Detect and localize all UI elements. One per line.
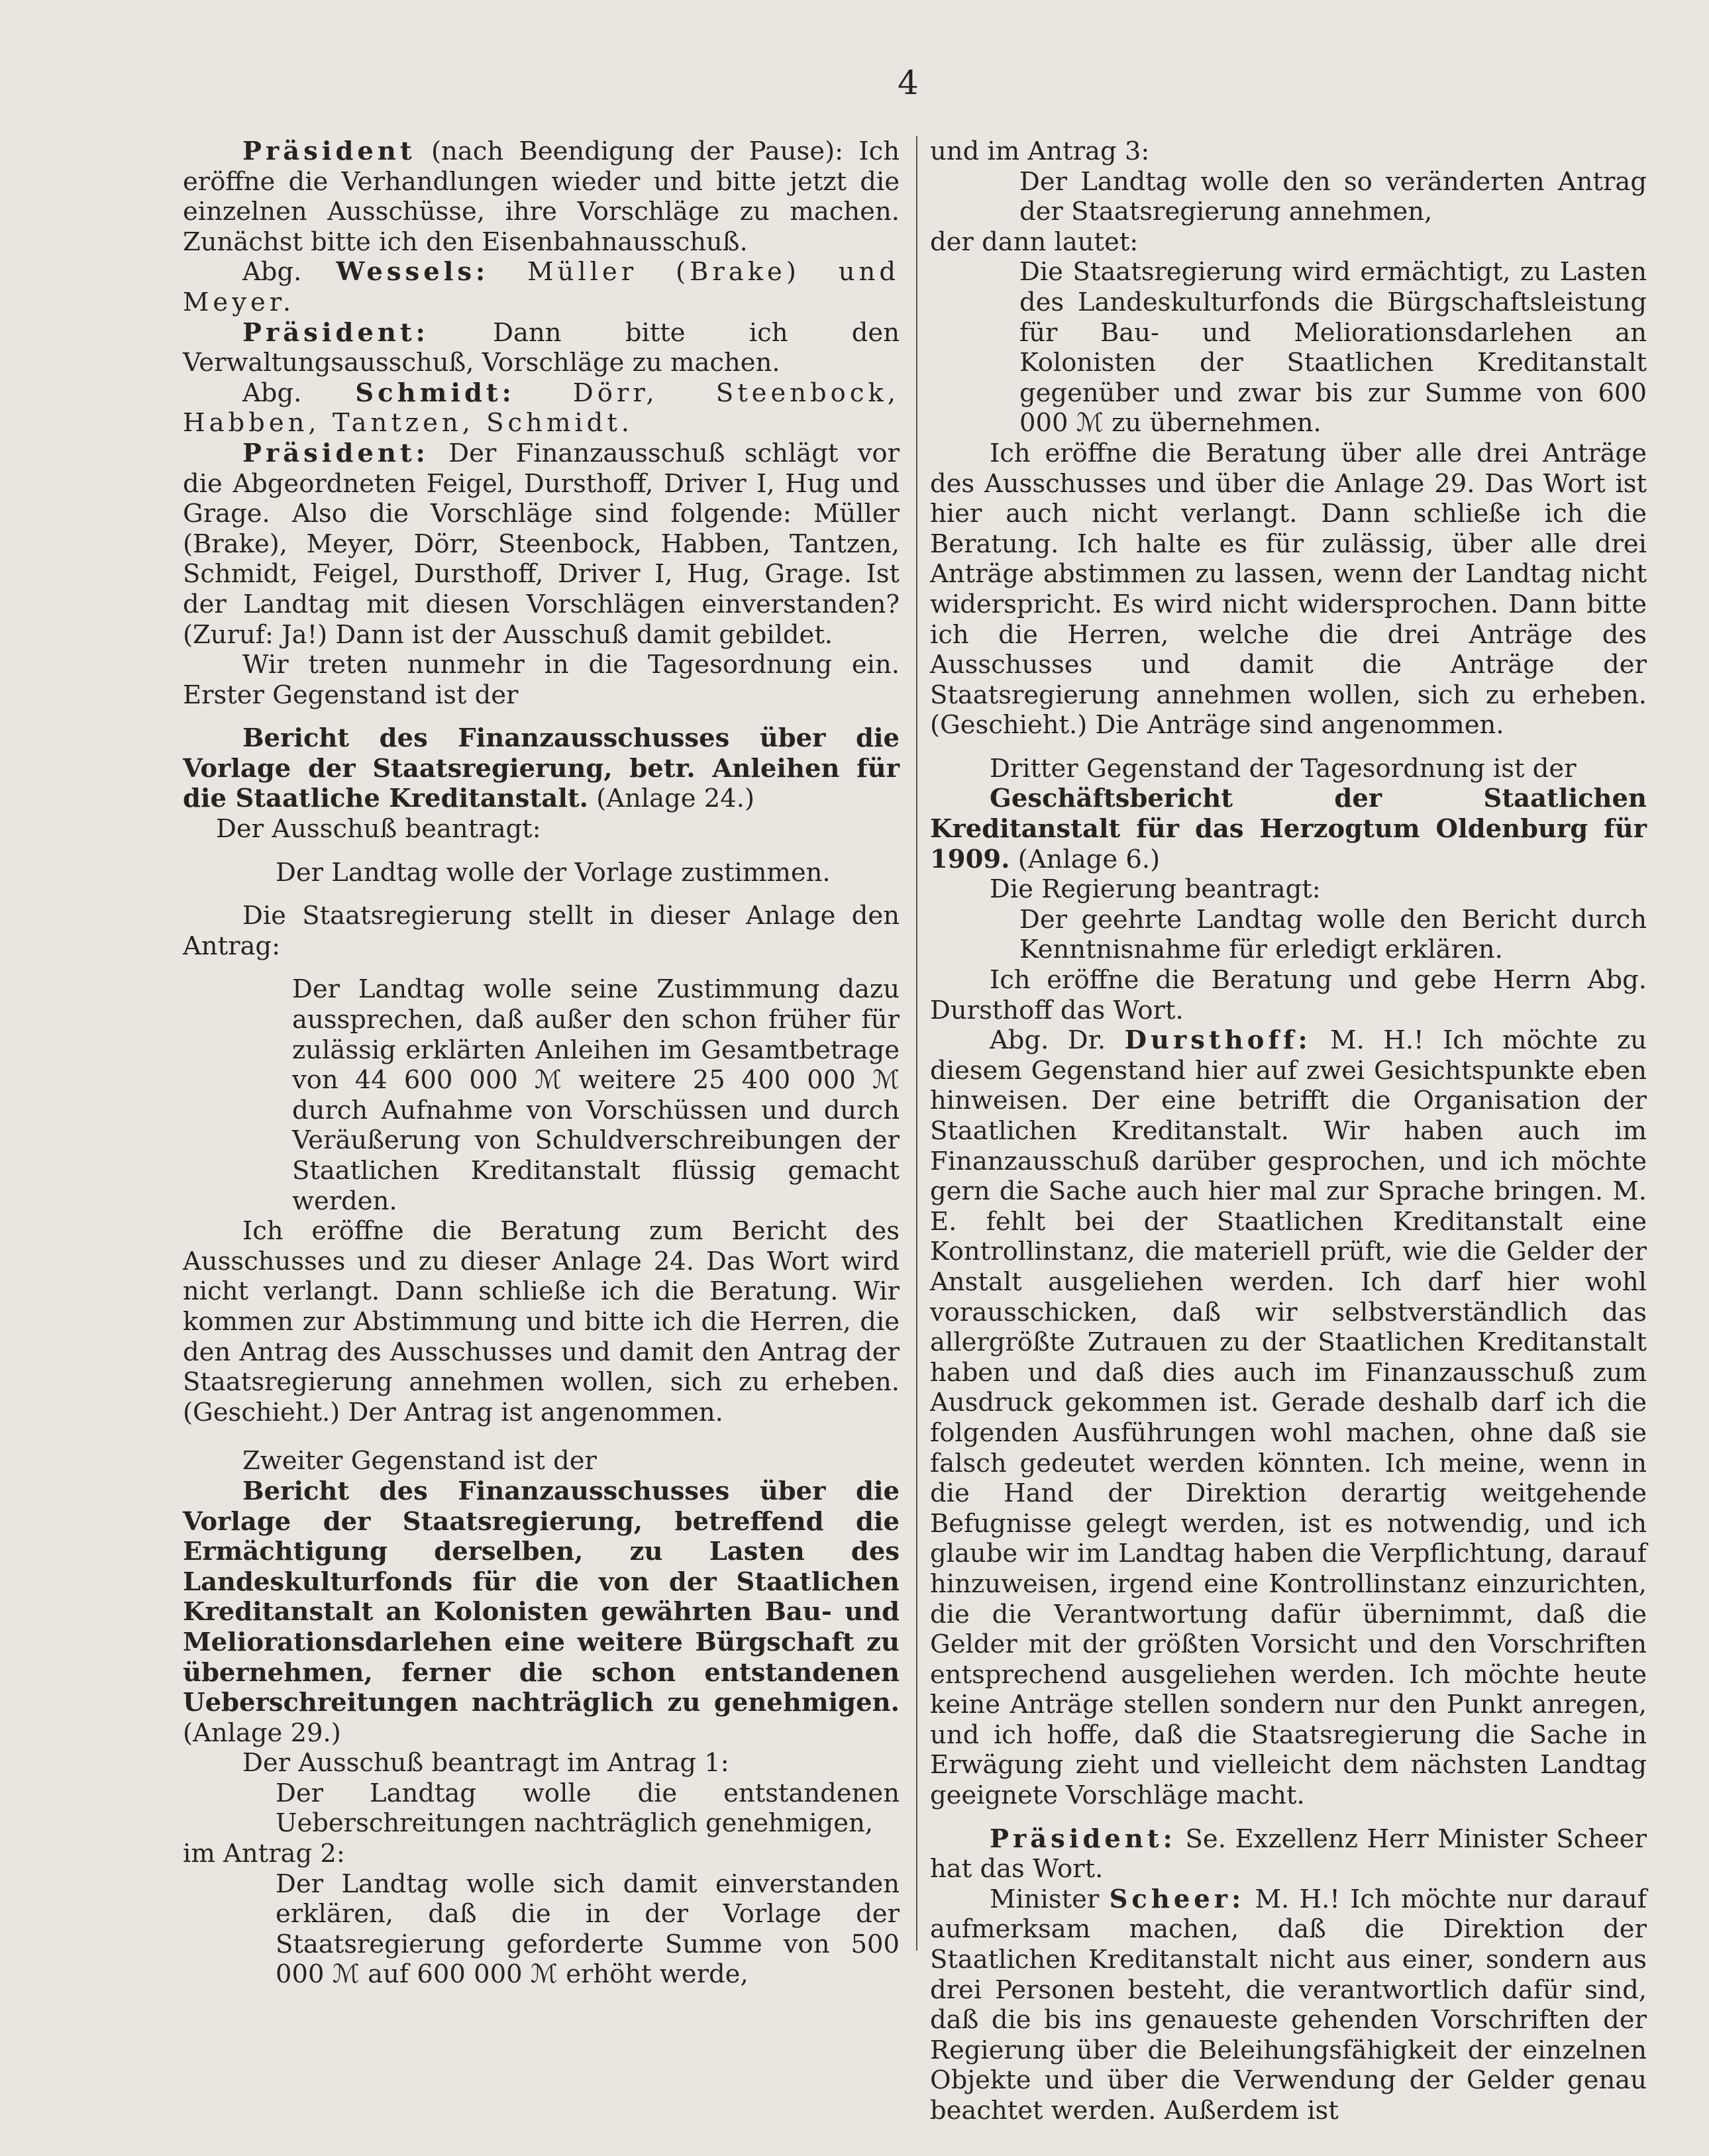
motion-text: Die Staatsregierung wird ermächtigt, zu Lasten des Landeskulturfonds die Bürgschaftsleistung für Bau- und Meliorationsdarlehen an Kolonisten der Staatlichen Kreditanstalt gegenüber und zwar bis zur Summe von 600 000 ℳ zu übernehmen. xyxy=(1019,257,1647,438)
paragraph: Ich eröffne die Beratung und gebe Herrn Abg. Dursthoff das Wort. xyxy=(930,965,1647,1025)
paragraph: Abg. Wessels: Müller (Brake) und Meyer. xyxy=(183,257,900,317)
paragraph: Präsident: Se. Exzellenz Herr Minister Scheer hat das Wort. xyxy=(930,1823,1647,1884)
speaker-name: Schmidt: xyxy=(355,378,515,408)
paragraph: und im Antrag 3: xyxy=(930,136,1150,166)
speaker-name: Präsident: xyxy=(990,1823,1176,1854)
paragraph: Präsident: Der Finanzausschuß schlägt vor die Abgeordneten Feigel, Dursthoff, Driver I, Hug und Grage. Also die Vorschläge sind folgende: Müller (Brake), Meyer, Dörr, Steenbock, Habben, Tantzen, Schmidt, Feigel, Dursthoff, Driver I, Hug, Grage. Ist der Landtag mit diesen Vorschlägen einverstanden? (Zuruf: Ja!) Dann ist der Ausschuß damit gebildet. xyxy=(183,438,900,650)
motion-text: Der geehrte Landtag wolle den Bericht durch Kenntnisnahme für erledigt erklären. xyxy=(1019,904,1647,965)
paragraph: Präsident (nach Beendigung der Pause): Ich eröffne die Verhandlungen wieder und bitte jetzt die einzelnen Ausschüsse, ihre Vorschläge zu machen. Zunächst bitte ich den Eisenbahnausschuß. xyxy=(183,136,900,257)
paragraph: Die Regierung beantragt: xyxy=(990,874,1321,905)
paragraph: Abg. Dr. Dursthoff: M. H.! Ich möchte zu diesem Gegenstand hier auf zwei Gesichtspunkte eben hinweisen. Der eine betrifft die Organisation der Staatlichen Kreditanstalt. Wir haben auch im Finanzausschuß darüber gesprochen, und ich möchte gern die Sache auch hier mal zur Sprache bringen. M. E. fehlt bei der Staatlichen Kreditanstalt eine Kontrollinstanz, die materiell prüft, wie die Gelder der Anstalt ausgeliehen werden. Ich darf hier wohl vorausschicken, daß wir selbstverständlich das allergrößte Zutrauen zu der Staatlichen Kreditanstalt haben und daß dies auch im Finanzausschuß zum Ausdruck gekommen ist. Gerade deshalb darf ich die folgenden Ausführungen wohl machen, ohne daß sie falsch gedeutet werden könnten. Ich meine, wenn in die Hand der Direktion derartig weitgehende Befugnisse gelegt werden, ist es notwendig, und ich glaube wir im Landtag haben die Verpflichtung, darauf hinzuweisen, irgend eine Kontrollinstanz einzurichten, die die Verantwortung dafür übernimmt, daß die Gelder mit der größten Vorsicht und den Vorschriften entsprechend ausgeliehen werden. Ich möchte heute keine Anträge stellen sondern nur den Punkt anregen, und ich hoffe, daß die Staatsregierung die Sache in Erwägung zieht und vielleicht dem nächsten Landtag geeignete Vorschläge macht. xyxy=(930,1025,1647,1811)
paragraph: Wir treten nunmehr in die Tagesordnung ein. Erster Gegenstand ist der xyxy=(183,650,900,710)
paragraph: der dann lautet: xyxy=(930,227,1139,257)
motion-text: Der Landtag wolle den so veränderten Antrag der Staatsregierung annehmen, xyxy=(1019,166,1647,227)
column-divider xyxy=(916,136,917,1951)
paragraph: Zweiter Gegenstand ist der xyxy=(242,1446,597,1476)
motion-text: Der Landtag wolle sich damit einverstanden erklären, daß die in der Vorlage der Staatsregierung geforderte Summe von 500 000 ℳ auf 600 000 ℳ erhöht werde, xyxy=(276,1869,900,1990)
paragraph: Präsident: Dann bitte ich den Verwaltungsausschuß, Vorschläge zu machen. xyxy=(183,317,900,378)
speaker-name: Scheer: xyxy=(1109,1884,1245,1914)
speaker-name: Präsident: xyxy=(242,317,429,348)
paragraph: Minister Scheer: M. H.! Ich möchte nur darauf aufmerksam machen, daß die Direktion der Staatlichen Kreditanstalt nicht aus einer, sondern aus drei Personen besteht, die verantwortlich dafür sind, daß die bis ins genaueste gehenden Vorschriften der Regierung über die Beleihungsfähigkeit der einzelnen Objekte und über die Verwendung der Gelder genau beachtet werden. Außerdem ist xyxy=(930,1884,1647,2126)
paragraph: Der Ausschuß beantragt im Antrag 1: xyxy=(242,1748,729,1778)
paragraph: Ich eröffne die Beratung über alle drei Anträge des Ausschusses und über die Anlage 29. Das Wort ist hier auch nicht verlangt. Dann schließe ich die Beratung. Ich halte es für zulässig, über alle drei Anträge abstimmen zu lassen, wenn der Landtag nicht widerspricht. Es wird nicht widersprochen. Dann bitte ich die Herren, welche die drei Anträge des Ausschusses und damit die Anträge der Staatsregierung annehmen wollen, sich zu erheben. (Geschieht.) Die Anträge sind angenommen. xyxy=(930,438,1647,741)
paragraph: Die Staatsregierung stellt in dieser Anlage den Antrag: xyxy=(183,901,900,961)
speaker-name: Wessels: xyxy=(336,257,490,287)
left-column xyxy=(183,136,900,1990)
paragraph: Der Ausschuß beantragt: xyxy=(216,814,541,845)
paragraph: Dritter Gegenstand der Tagesordnung ist der xyxy=(990,753,1577,784)
speaker-name: Präsident: xyxy=(242,438,429,468)
agenda-item-title: Geschäftsbericht der Staatlichen Kreditanstalt für das Herzogtum Oldenburg für 1909. (Anlage 6.) xyxy=(930,784,1647,874)
agenda-item-title: Bericht des Finanzausschusses über die Vorlage der Staatsregierung, betr. Anleihen für die Staatliche Kreditanstalt. (Anlage 24.) xyxy=(183,723,900,814)
paragraph: im Antrag 2: xyxy=(183,1839,345,1869)
speaker-name: Präsident xyxy=(242,136,416,166)
paragraph: Ich eröffne die Beratung zum Bericht des Ausschusses und zu dieser Anlage 24. Das Wort wird nicht verlangt. Dann schließe ich die Beratung. Wir kommen zur Abstimmung und bitte ich die Herren, die den Antrag des Ausschusses und damit den Antrag der Staatsregierung annehmen wollen, sich zu erheben. (Geschieht.) Der Antrag ist angenommen. xyxy=(183,1216,900,1427)
agenda-item-title: Bericht des Finanzausschusses über die Vorlage der Staatsregierung, betreffend die Ermächtigung derselben, zu Lasten des Landeskulturfonds für die von der Staatlichen Kreditanstalt an Kolonisten gewährten Bau- und Meliorationsdarlehen eine weitere Bürgschaft zu übernehmen, ferner die schon entstandenen Ueberschreitungen nachträglich zu genehmigen. (Anlage 29.) xyxy=(183,1476,900,1748)
speaker-name: Dursthoff: xyxy=(1124,1025,1312,1056)
page-number: 4 xyxy=(898,64,919,102)
motion-text: Der Landtag wolle die entstandenen Ueberschreitungen nachträglich genehmigen, xyxy=(276,1778,900,1839)
paragraph: Abg. Schmidt: Dörr, Steenbock, Habben, Tantzen, Schmidt. xyxy=(183,378,900,438)
motion-text: Der Landtag wolle seine Zustimmung dazu aussprechen, daß außer den schon früher für zulässig erklärten Anleihen im Gesamtbetrage von 44 600 000 ℳ weitere 25 400 000 ℳ durch Aufnahme von Vorschüssen und durch Veräußerung von Schuldverschreibungen der Staatlichen Kreditanstalt flüssig gemacht werden. xyxy=(292,974,900,1216)
motion-text: Der Landtag wolle der Vorlage zustimmen. xyxy=(276,857,831,888)
right-column xyxy=(930,136,1647,2126)
